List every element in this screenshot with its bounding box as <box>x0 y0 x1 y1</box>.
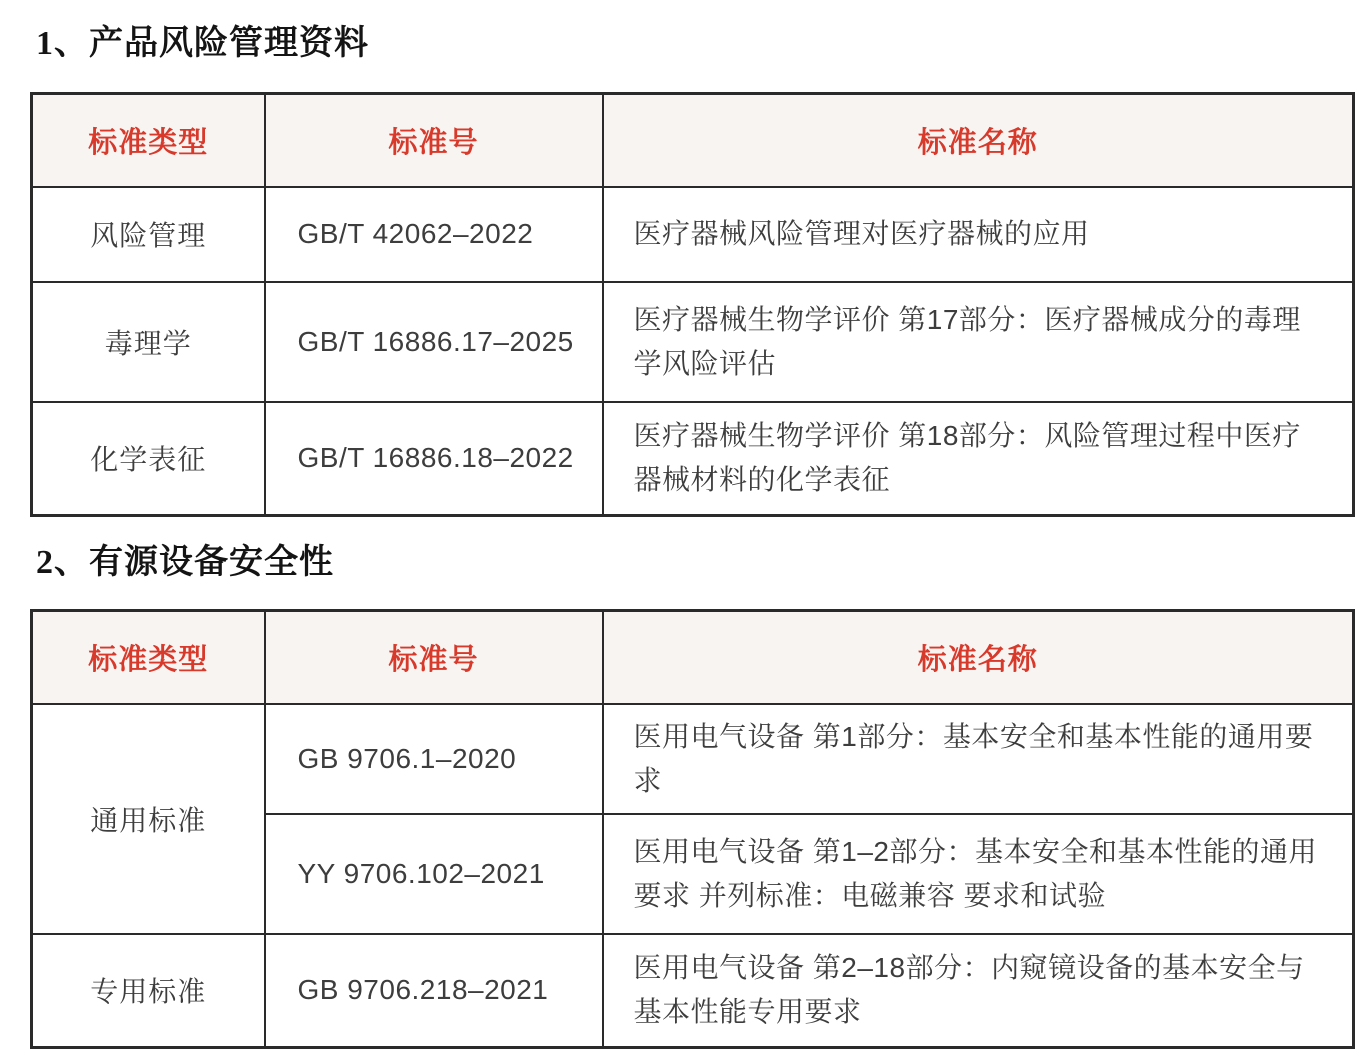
section-1-table <box>30 92 1355 517</box>
standard-number: GB 9706.218–2021 <box>265 934 603 1048</box>
standard-type: 专用标准 <box>32 934 265 1048</box>
col-header-standard-number: 标准号 <box>265 94 603 187</box>
section-2-heading: 2、有源设备安全性 <box>36 544 334 581</box>
col-header-standard-type: 标准类型 <box>32 94 265 187</box>
standard-type-merged: 通用标准 <box>32 704 265 934</box>
standard-type: 化学表征 <box>32 402 265 516</box>
table-1-header-row <box>32 94 1354 187</box>
col-header-standard-type: 标准类型 <box>32 611 265 704</box>
section-2-table <box>30 609 1355 1049</box>
standard-type: 风险管理 <box>32 187 265 282</box>
section-1-heading: 1、产品风险管理资料 <box>36 25 369 62</box>
table-row <box>32 704 1354 814</box>
standard-name: 医用电气设备 第1部分：基本安全和基本性能的通用要求 <box>603 704 1354 814</box>
standard-number: GB/T 16886.17–2025 <box>265 282 603 402</box>
standard-number: GB/T 42062–2022 <box>265 187 603 282</box>
col-header-standard-name: 标准名称 <box>603 611 1354 704</box>
standard-name: 医疗器械生物学评价 第17部分：医疗器械成分的毒理学风险评估 <box>603 282 1354 402</box>
table-row <box>32 187 1354 282</box>
standard-number: YY 9706.102–2021 <box>265 814 603 934</box>
standard-name: 医用电气设备 第1–2部分：基本安全和基本性能的通用要求 并列标准：电磁兼容 要求和试验 <box>603 814 1354 934</box>
standard-name: 医疗器械生物学评价 第18部分：风险管理过程中医疗器械材料的化学表征 <box>603 402 1354 516</box>
standard-type: 毒理学 <box>32 282 265 402</box>
table-row <box>32 934 1354 1048</box>
col-header-standard-name: 标准名称 <box>603 94 1354 187</box>
standard-name: 医用电气设备 第2–18部分：内窥镜设备的基本安全与基本性能专用要求 <box>603 934 1354 1048</box>
table-row <box>32 282 1354 402</box>
col-header-standard-number: 标准号 <box>265 611 603 704</box>
standard-number: GB 9706.1–2020 <box>265 704 603 814</box>
table-2-header-row <box>32 611 1354 704</box>
standard-number: GB/T 16886.18–2022 <box>265 402 603 516</box>
standard-name: 医疗器械风险管理对医疗器械的应用 <box>603 187 1354 282</box>
table-row <box>32 402 1354 516</box>
